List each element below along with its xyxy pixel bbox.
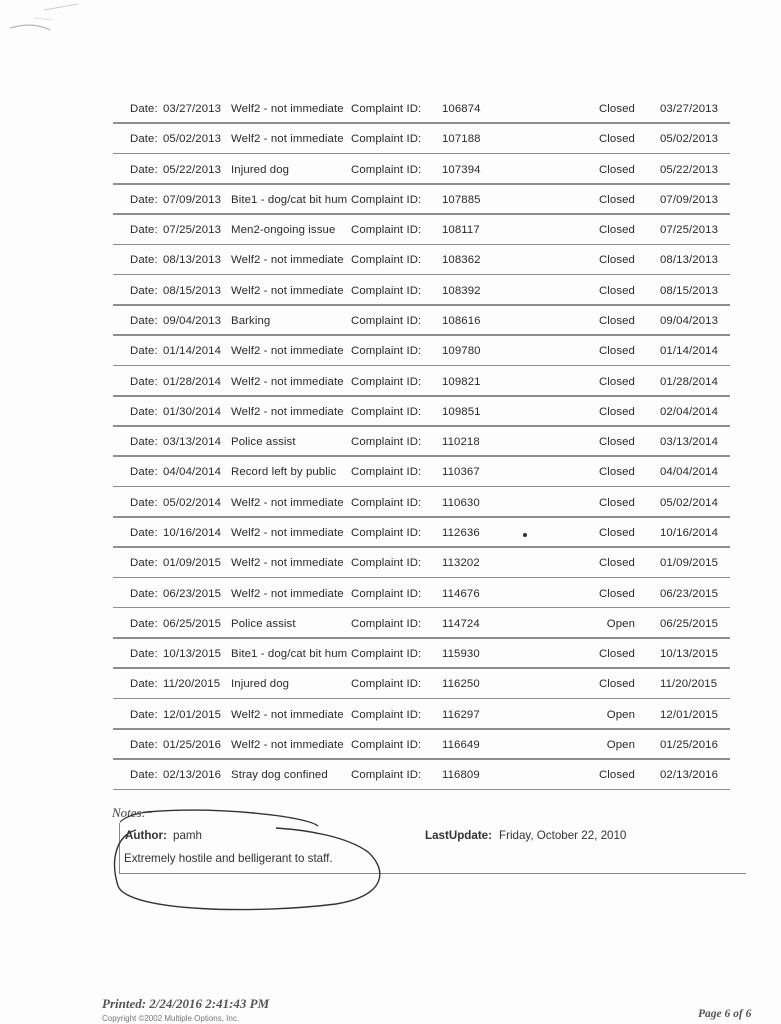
row-date-label: Date:	[130, 496, 158, 509]
row-date-label: Date:	[130, 163, 158, 176]
complaint-id-label: Complaint ID:	[351, 587, 422, 600]
complaint-status: Closed	[598, 254, 635, 267]
complaint-date: 01/09/2015	[163, 557, 222, 570]
complaint-category: Police assist	[231, 617, 296, 630]
complaint-row	[0, 94, 781, 123]
complaint-status: Closed	[598, 284, 635, 297]
complaint-category: Welf2 - not immediate	[231, 587, 344, 600]
complaint-id: 107885	[442, 193, 481, 206]
complaint-date: 08/13/2013	[163, 254, 222, 267]
complaint-id: 110367	[442, 466, 480, 479]
complaint-closed-date: 10/13/2015	[660, 648, 719, 661]
complaint-closed-date: 09/04/2013	[660, 314, 719, 327]
complaint-date: 09/04/2013	[163, 314, 222, 327]
complaint-closed-date: 07/09/2013	[660, 193, 719, 206]
complaint-row	[0, 336, 781, 365]
row-date-label: Date:	[130, 405, 158, 418]
complaint-id: 113202	[442, 557, 480, 570]
complaint-row	[0, 579, 781, 608]
complaint-row	[0, 155, 781, 184]
complaint-date: 05/22/2013	[163, 163, 222, 176]
complaint-row	[0, 730, 781, 759]
complaint-category: Injured dog	[231, 678, 290, 691]
complaint-id: 107394	[442, 163, 481, 176]
complaint-date: 02/13/2016	[163, 769, 222, 782]
complaint-list	[0, 94, 781, 790]
complaint-category: Bite1 - dog/cat bit hum	[231, 648, 348, 661]
complaint-id: 107188	[442, 133, 481, 146]
complaint-status: Closed	[598, 103, 635, 115]
complaint-category: Welf2 - not immediate	[231, 375, 344, 388]
row-date-label: Date:	[130, 678, 158, 691]
complaint-category: Record left by public	[231, 466, 337, 479]
complaint-id: 106874	[442, 103, 481, 115]
note-text: Extremely hostile and belligerant to staff.	[124, 852, 333, 865]
complaint-status: Closed	[598, 436, 635, 449]
complaint-id: 110630	[442, 496, 480, 509]
complaint-category: Welf2 - not immediate	[231, 405, 344, 418]
complaint-id-label: Complaint ID:	[351, 224, 422, 237]
complaint-row	[0, 518, 781, 547]
notes-title: Notes:	[112, 805, 146, 820]
complaint-category: Bite1 - dog/cat bit hum	[231, 193, 348, 206]
complaint-id: 116649	[442, 738, 480, 751]
complaint-id: 114724	[442, 617, 480, 630]
complaint-closed-date: 08/15/2013	[660, 284, 719, 297]
complaint-status: Closed	[598, 648, 635, 661]
row-date-label: Date:	[130, 314, 158, 327]
complaint-row	[0, 427, 781, 456]
complaint-id: 115930	[442, 648, 480, 661]
complaint-status: Closed	[598, 769, 635, 782]
scan-artifact	[4, 0, 84, 40]
note-author: pamh	[173, 829, 203, 842]
complaint-row	[0, 700, 781, 729]
complaint-id-label: Complaint ID:	[351, 405, 422, 418]
row-date-label: Date:	[130, 557, 158, 570]
complaint-id: 108392	[442, 284, 481, 297]
note-last-update-label: LastUpdate:	[425, 829, 492, 842]
printed-timestamp: Printed: 2/24/2016 2:41:43 PM	[102, 996, 270, 1011]
row-date-label: Date:	[130, 193, 158, 206]
complaint-category: Welf2 - not immediate	[231, 496, 344, 509]
complaint-id-label: Complaint ID:	[351, 769, 422, 782]
complaint-id-label: Complaint ID:	[351, 103, 422, 115]
row-date-label: Date:	[130, 587, 158, 600]
complaint-id-label: Complaint ID:	[351, 345, 422, 358]
row-date-label: Date:	[130, 738, 158, 751]
complaint-closed-date: 03/13/2014	[660, 436, 719, 449]
complaint-date: 01/30/2014	[163, 405, 222, 418]
complaint-date: 10/13/2015	[163, 648, 222, 661]
complaint-category: Welf2 - not immediate	[231, 254, 344, 267]
complaint-id: 109821	[442, 375, 481, 388]
complaint-closed-date: 01/09/2015	[660, 557, 719, 570]
row-date-label: Date:	[130, 617, 158, 630]
complaint-date: 08/15/2013	[163, 284, 222, 297]
complaint-id: 112636	[442, 526, 480, 539]
complaint-id: 109851	[442, 405, 481, 418]
complaint-date: 03/27/2013	[163, 103, 222, 115]
complaint-date: 11/20/2015	[163, 678, 221, 691]
complaint-closed-date: 01/28/2014	[660, 375, 719, 388]
complaint-row	[0, 609, 781, 638]
complaint-closed-date: 03/27/2013	[660, 103, 719, 115]
complaint-date: 05/02/2014	[163, 496, 222, 509]
complaint-category: Police assist	[231, 436, 296, 449]
complaint-id: 109780	[442, 345, 481, 358]
complaint-status: Closed	[598, 163, 635, 176]
note-last-update: Friday, October 22, 2010	[499, 829, 627, 842]
complaint-status: Closed	[598, 224, 635, 237]
complaint-category: Welf2 - not immediate	[231, 557, 344, 570]
complaint-date: 06/25/2015	[163, 617, 222, 630]
complaint-id: 110218	[442, 436, 480, 449]
complaint-date: 07/25/2013	[163, 224, 222, 237]
complaint-status: Open	[606, 617, 635, 630]
complaint-id-label: Complaint ID:	[351, 193, 422, 206]
complaint-id-label: Complaint ID:	[351, 314, 422, 327]
complaint-date: 10/16/2014	[163, 526, 222, 539]
complaint-id: 116809	[442, 769, 480, 782]
complaint-date: 01/14/2014	[163, 345, 222, 358]
row-date-label: Date:	[130, 103, 158, 115]
complaint-row	[0, 457, 781, 486]
complaint-date: 04/04/2014	[163, 466, 222, 479]
complaint-status: Closed	[598, 314, 635, 327]
complaint-category: Men2-ongoing issue	[231, 224, 336, 237]
complaint-category: Welf2 - not immediate	[231, 284, 344, 297]
row-date-label: Date:	[130, 436, 158, 449]
complaint-closed-date: 02/04/2014	[660, 405, 719, 418]
row-date-label: Date:	[130, 375, 158, 388]
complaint-closed-date: 10/16/2014	[660, 526, 719, 539]
complaint-category: Barking	[231, 314, 271, 327]
complaint-closed-date: 05/02/2014	[660, 496, 719, 509]
row-date-label: Date:	[130, 224, 158, 237]
complaint-category: Stray dog confined	[231, 769, 328, 782]
complaint-date: 01/25/2016	[163, 738, 222, 751]
complaint-status: Closed	[598, 345, 635, 358]
complaint-id-label: Complaint ID:	[351, 254, 422, 267]
complaint-closed-date: 05/02/2013	[660, 133, 719, 146]
complaint-closed-date: 11/20/2015	[660, 678, 718, 691]
page-number: Page 6 of 6	[698, 1008, 752, 1020]
complaint-id-label: Complaint ID:	[351, 738, 422, 751]
complaint-status: Closed	[598, 678, 635, 691]
complaint-id-label: Complaint ID:	[351, 617, 422, 630]
complaint-closed-date: 02/13/2016	[660, 769, 719, 782]
complaint-row	[0, 215, 781, 244]
complaint-status: Closed	[598, 557, 635, 570]
complaint-id-label: Complaint ID:	[351, 466, 422, 479]
complaint-closed-date: 08/13/2013	[660, 254, 719, 267]
complaint-date: 03/13/2014	[163, 436, 222, 449]
complaint-date: 01/28/2014	[163, 375, 222, 388]
complaint-row	[0, 185, 781, 214]
complaint-id-label: Complaint ID:	[351, 284, 422, 297]
row-date-label: Date:	[130, 284, 158, 297]
complaint-row	[0, 124, 781, 153]
row-date-label: Date:	[130, 254, 158, 267]
complaint-status: Closed	[598, 587, 635, 600]
complaint-status: Closed	[598, 496, 635, 509]
row-date-label: Date:	[130, 466, 158, 479]
complaint-category: Welf2 - not immediate	[231, 103, 344, 115]
complaint-row	[0, 639, 781, 668]
complaint-id: 114676	[442, 587, 480, 600]
row-date-label: Date:	[130, 526, 158, 539]
complaint-closed-date: 01/14/2014	[660, 345, 719, 358]
note-author-label: Author:	[125, 829, 167, 842]
complaint-id-label: Complaint ID:	[351, 678, 422, 691]
row-date-label: Date:	[130, 708, 158, 721]
complaint-status: Open	[606, 738, 635, 751]
row-date-label: Date:	[130, 648, 158, 661]
complaint-date: 12/01/2015	[163, 708, 222, 721]
complaint-status: Closed	[598, 526, 635, 539]
complaint-row	[0, 669, 781, 698]
complaint-status: Closed	[598, 375, 635, 388]
complaint-row	[0, 306, 781, 335]
complaint-row	[0, 367, 781, 396]
complaint-closed-date: 12/01/2015	[660, 708, 719, 721]
complaint-id-label: Complaint ID:	[351, 436, 422, 449]
complaint-id: 108117	[442, 224, 480, 237]
complaint-category: Welf2 - not immediate	[231, 738, 344, 751]
complaint-id-label: Complaint ID:	[351, 133, 422, 146]
complaint-id-label: Complaint ID:	[351, 708, 422, 721]
complaint-status: Closed	[598, 133, 635, 146]
complaint-row	[0, 397, 781, 426]
complaint-status: Closed	[598, 405, 635, 418]
complaint-row	[0, 548, 781, 577]
complaint-category: Injured dog	[231, 163, 290, 176]
copyright: Copyright ©2002 Multiple Options, Inc.	[102, 1014, 240, 1023]
complaint-id-label: Complaint ID:	[351, 557, 422, 570]
row-date-label: Date:	[130, 769, 158, 782]
complaint-status: Open	[606, 708, 635, 721]
complaint-status: Closed	[598, 193, 635, 206]
complaint-id-label: Complaint ID:	[351, 526, 422, 539]
complaint-category: Welf2 - not immediate	[231, 526, 344, 539]
complaint-id-label: Complaint ID:	[351, 496, 422, 509]
handwritten-circle	[106, 800, 391, 920]
complaint-id: 116250	[442, 678, 480, 691]
complaint-id: 116297	[442, 708, 480, 721]
complaint-closed-date: 05/22/2013	[660, 163, 719, 176]
complaint-date: 07/09/2013	[163, 193, 222, 206]
ink-dot	[523, 533, 527, 537]
complaint-category: Welf2 - not immediate	[231, 345, 344, 358]
complaint-id: 108362	[442, 254, 481, 267]
complaint-row	[0, 488, 781, 517]
complaint-closed-date: 06/23/2015	[660, 587, 719, 600]
complaint-id-label: Complaint ID:	[351, 163, 422, 176]
complaint-row	[0, 276, 781, 305]
row-date-label: Date:	[130, 345, 158, 358]
complaint-row	[0, 245, 781, 274]
complaint-category: Welf2 - not immediate	[231, 708, 344, 721]
complaint-category: Welf2 - not immediate	[231, 133, 344, 146]
complaint-id: 108616	[442, 314, 481, 327]
complaint-date: 05/02/2013	[163, 133, 222, 146]
complaint-row	[0, 760, 781, 789]
complaint-closed-date: 04/04/2014	[660, 466, 719, 479]
complaint-closed-date: 06/25/2015	[660, 617, 719, 630]
complaint-status: Closed	[598, 466, 635, 479]
complaint-closed-date: 07/25/2013	[660, 224, 719, 237]
row-date-label: Date:	[130, 133, 158, 146]
complaint-id-label: Complaint ID:	[351, 375, 422, 388]
complaint-id-label: Complaint ID:	[351, 648, 422, 661]
complaint-closed-date: 01/25/2016	[660, 738, 719, 751]
complaint-date: 06/23/2015	[163, 587, 222, 600]
